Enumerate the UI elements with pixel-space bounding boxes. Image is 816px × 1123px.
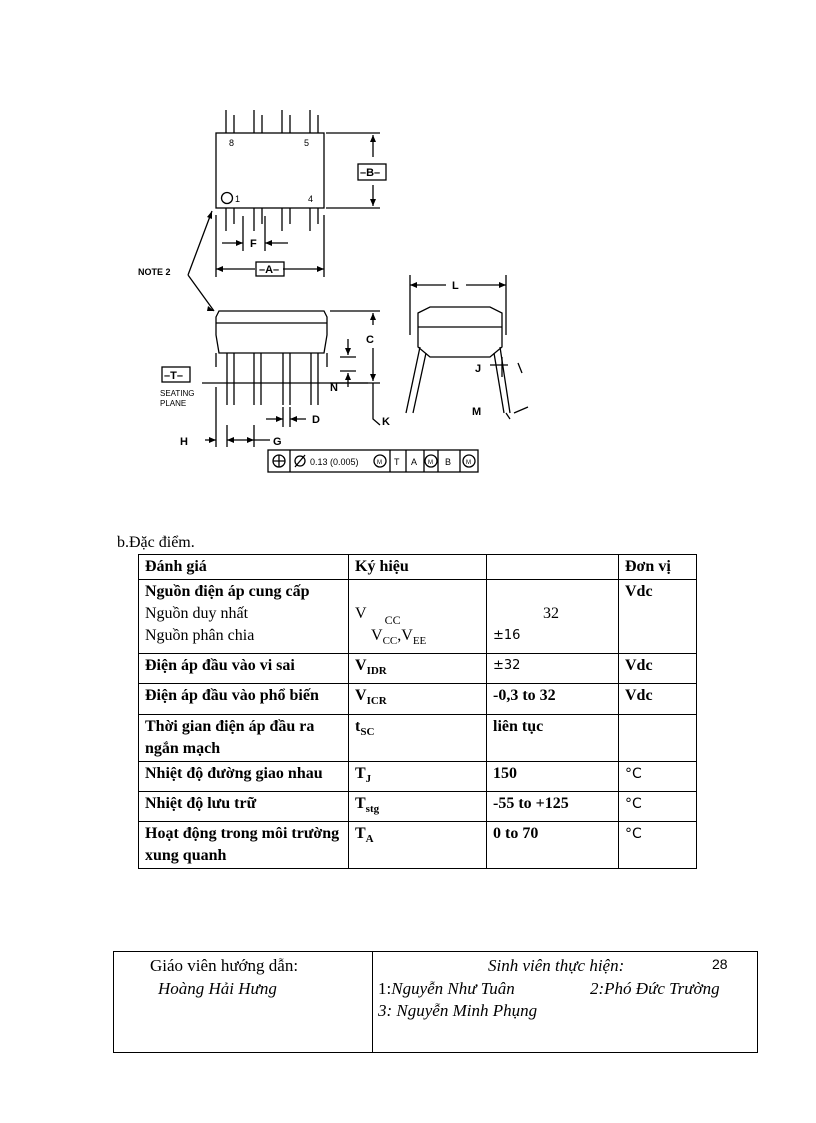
table-row bbox=[139, 821, 697, 868]
table-header-row bbox=[139, 555, 697, 580]
students-label: Sinh viên thực hiện: bbox=[488, 956, 625, 975]
row-label: Nhiệt độ đường giao nhau bbox=[139, 761, 349, 791]
section-title: b.Đặc điểm. bbox=[117, 534, 195, 551]
page-number: 28 bbox=[712, 956, 728, 972]
row-value: 150 bbox=[487, 761, 619, 791]
dim-g-label: G bbox=[273, 436, 282, 448]
row-unit bbox=[619, 714, 697, 761]
table-row bbox=[139, 684, 697, 714]
table-row bbox=[139, 654, 697, 684]
table-row bbox=[139, 791, 697, 821]
row-symbol: $t_{SC}$ bbox=[349, 714, 487, 761]
row-label: Thời gian điện áp đầu ra ngắn mạch bbox=[139, 714, 349, 761]
pin-label-1: 1 bbox=[235, 194, 241, 204]
footer-box bbox=[113, 951, 758, 1053]
tolerance-mmc-3: M bbox=[466, 460, 471, 466]
dim-c-label: C bbox=[366, 334, 374, 346]
table-row bbox=[139, 714, 697, 761]
header-rating: Đánh giá bbox=[139, 555, 349, 580]
student-2: 2:Phó Đức Trường bbox=[590, 979, 720, 998]
advisor-name: Hoàng Hải Hưng bbox=[158, 979, 277, 998]
ratings-table bbox=[138, 554, 697, 869]
row-value: 0 to 70 bbox=[487, 821, 619, 868]
supply-split-label: Nguồn phân chia bbox=[145, 627, 255, 644]
supply-split-symbol: $V_{CC},V_{EE}$ bbox=[371, 627, 427, 648]
supply-single-value: 32 bbox=[543, 605, 559, 622]
tolerance-value: 0.13 (0.005) bbox=[310, 457, 359, 467]
dim-a-label: –A– bbox=[259, 264, 280, 276]
row-unit: °C bbox=[619, 791, 697, 821]
side-view-body bbox=[216, 311, 327, 353]
row-unit: °C bbox=[619, 761, 697, 791]
seating-plane-label-1: SEATING bbox=[160, 389, 195, 398]
tolerance-mmc-2: M bbox=[428, 460, 433, 466]
supply-single-symbol: V $_{CC}$ bbox=[355, 605, 401, 627]
tolerance-mmc-1: M bbox=[377, 460, 382, 466]
table-row-supply bbox=[139, 580, 697, 654]
supply-title: Nguồn điện áp cung cấp bbox=[145, 583, 310, 600]
dim-l-label: L bbox=[452, 280, 459, 292]
header-unit: Đơn vị bbox=[619, 555, 697, 580]
tolerance-datum-t: T bbox=[394, 457, 400, 467]
dim-m-label: M bbox=[472, 406, 482, 418]
dim-t-label: –T– bbox=[164, 370, 183, 382]
note-2-label: NOTE 2 bbox=[138, 267, 171, 277]
dim-d-label: D bbox=[312, 414, 320, 426]
end-view-body bbox=[418, 307, 502, 357]
row-unit: °C bbox=[619, 821, 697, 868]
row-value: ±32 bbox=[487, 654, 619, 684]
footer-divider bbox=[372, 952, 373, 1052]
dim-h-label: H bbox=[180, 436, 188, 448]
supply-split-value: ±16 bbox=[493, 628, 521, 643]
advisor-label: Giáo viên hướng dẫn: bbox=[150, 956, 299, 975]
row-symbol: $V_{IDR}$ bbox=[349, 654, 487, 684]
pin-label-8: 8 bbox=[229, 138, 235, 148]
row-label: Hoạt động trong môi trường xung quanh bbox=[139, 821, 349, 868]
row-value: -0,3 to 32 bbox=[487, 684, 619, 714]
pin1-marker bbox=[222, 193, 233, 204]
dim-f-label: F bbox=[250, 238, 257, 250]
supply-unit: Vdc bbox=[619, 580, 697, 654]
table-row bbox=[139, 761, 697, 791]
student-3: 3: Nguyễn Minh Phụng bbox=[378, 1001, 538, 1020]
row-unit: Vdc bbox=[619, 684, 697, 714]
row-label: Điện áp đầu vào phổ biến bbox=[139, 684, 349, 714]
row-label: Điện áp đầu vào vi sai bbox=[139, 654, 349, 684]
dim-k-label: K bbox=[382, 416, 390, 428]
row-unit: Vdc bbox=[619, 654, 697, 684]
header-symbol: Ký hiệu bbox=[349, 555, 487, 580]
row-value: liên tục bbox=[487, 714, 619, 761]
dim-n-label: N bbox=[330, 382, 338, 394]
row-symbol: $T_A$ bbox=[349, 821, 487, 868]
student-1: 1:Nguyễn Như Tuân bbox=[378, 979, 515, 998]
header-value bbox=[487, 555, 619, 580]
supply-single-label: Nguồn duy nhất bbox=[145, 605, 249, 622]
row-symbol: $V_{ICR}$ bbox=[349, 684, 487, 714]
seating-plane-label-2: PLANE bbox=[160, 399, 187, 408]
tolerance-datum-b: B bbox=[445, 457, 452, 467]
row-symbol: $T_J$ bbox=[349, 761, 487, 791]
pin-label-5: 5 bbox=[304, 138, 310, 148]
pin-label-4: 4 bbox=[308, 194, 314, 204]
tolerance-datum-a: A bbox=[411, 457, 418, 467]
row-value: -55 to +125 bbox=[487, 791, 619, 821]
package-dimension-drawing bbox=[130, 95, 550, 490]
dim-b-label: –B– bbox=[360, 167, 381, 179]
row-symbol: $T_{stg}$ bbox=[349, 791, 487, 821]
row-label: Nhiệt độ lưu trữ bbox=[139, 791, 349, 821]
dim-j-label: J bbox=[475, 363, 482, 375]
